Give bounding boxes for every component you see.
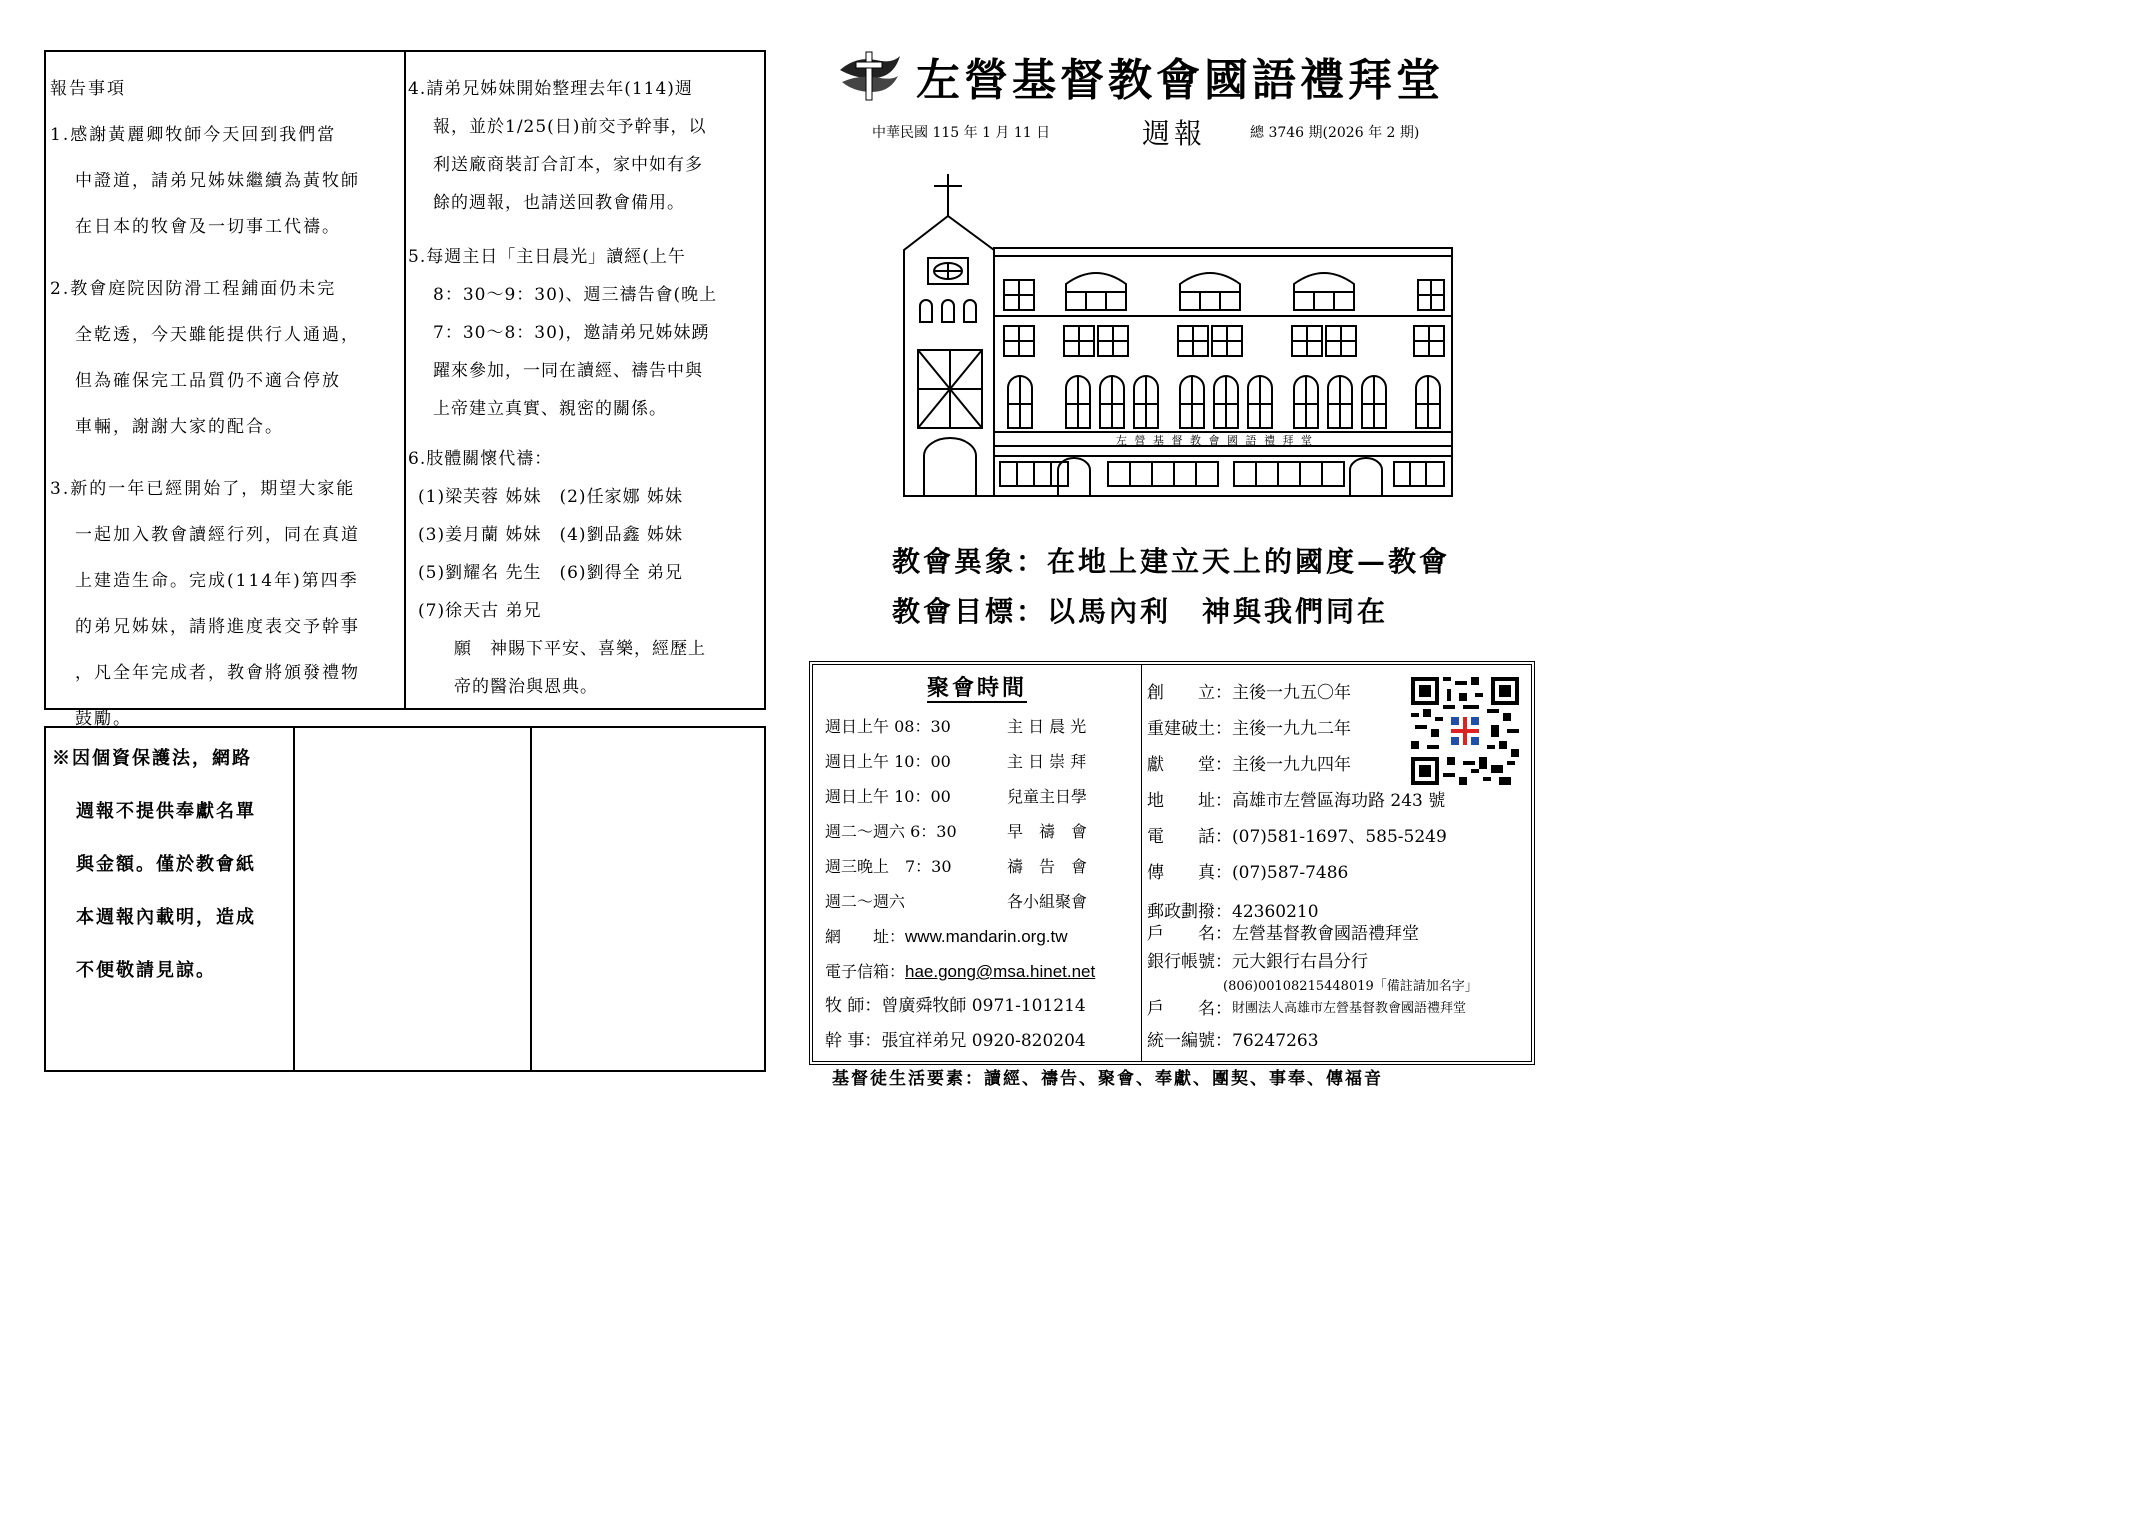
prayer-line: (3)姜月蘭 姊妹 (4)劉品鑫 姊妹 [418,525,683,545]
church-vision: 教會異象：在地上建立天上的國度—教會 [892,545,1451,578]
meeting-heading: 聚會時間 [926,675,1027,701]
announcement-line: 躍來參加，一同在讀經、禱告中與 [433,361,703,381]
announcement-line: 的弟兄姊妹，請將進度表交予幹事 [75,617,360,637]
prayer-line: (5)劉耀名 先生 (6)劉得全 弟兄 [418,563,683,583]
info-row: 獻 堂：主後一九九四年 [1147,755,1351,775]
fax-row: 傳 真：(07)587-7486 [1147,863,1349,883]
announcement-line: 餘的週報，也請送回教會備用。 [433,193,685,213]
meeting-row [825,849,1137,884]
church-logo [836,48,904,104]
announcements-col-2 [408,70,764,706]
announcement-line: 但為確保完工品質仍不適合停放 [75,371,341,391]
meeting-time: 週三晚上 7：30 [825,857,952,876]
meeting-name: 禱 告 會 [1007,857,1088,876]
notice-line: 本週報內載明，造成 [76,907,256,928]
bank-account-number: (806)00108215448019「備註請加名字」 [1223,979,1478,994]
meeting-row [825,884,1137,919]
building-sign: 左 營 基 督 教 會 國 語 禮 拜 堂 [1116,434,1314,447]
church-building-illustration [898,170,1458,500]
announcement-line: 報，並於1/25(日)前交予幹事，以 [433,117,707,137]
announcement-line: 上建造生命。完成(114年)第四季 [75,571,359,591]
postal-row: 郵政劃撥：42360210 [1147,902,1319,922]
column-divider [404,52,406,708]
issue-number: 總 3746 期(2026 年 2 期) [1250,125,1420,141]
church-goal: 教會目標：以馬內利 神與我們同在 [892,595,1389,628]
announcement-line: 3.新的一年已經開始了，期望大家能 [50,479,356,499]
info-box [812,664,1532,1062]
announcement-line: 7：30～8：30)，邀請弟兄姊妹踴 [433,323,710,343]
info-row: 創 立：主後一九五〇年 [1147,683,1351,703]
meeting-row [825,779,1137,814]
address-row: 地 址：高雄市左營區海功路 243 號 [1147,791,1446,811]
postal-name-row: 戶 名：左營基督教會國語禮拜堂 [1147,924,1419,944]
email-link[interactable]: hae.gong@msa.hinet.net [905,962,1096,981]
notice-line: 與金額。僅於教會紙 [76,854,256,875]
announcement-line: 4.請弟兄姊妹開始整理去年(114)週 [408,79,693,99]
announcement-line: 利送廠商裝訂合訂本，家中如有多 [433,155,703,175]
announcement-line: 上帝建立真實、親密的關係。 [433,399,667,419]
info-row: 重建破土：主後一九九二年 [1147,719,1351,739]
bank-name-label: 戶 名： [1147,999,1232,1019]
prayer-line: (1)梁芙蓉 姊妹 (2)任家娜 姊妹 [418,487,683,507]
meeting-time: 週日上午 10：00 [825,787,951,806]
email-row [825,954,1137,989]
column-divider [1141,665,1142,1061]
announcement-line: 鼓勵。 [75,709,132,729]
prayer-line: (7)徐天古 弟兄 [418,601,542,621]
announcement-line: 8：30～9：30)、週三禱告會(晚上 [433,285,718,305]
announcement-line: 車輛，謝謝大家的配合。 [75,417,284,437]
meeting-name: 早 禱 會 [1007,822,1088,841]
meeting-name: 主 日 晨 光 [1007,717,1087,736]
notice-line: 不便敬請見諒。 [76,960,216,981]
meeting-row [825,814,1137,849]
meeting-time: 週二～週六 [825,892,906,911]
announcement-line: ，凡全年完成者，教會將頒發禮物 [75,663,360,683]
column-divider [293,728,295,1070]
announcement-line: 在日本的牧會及一切事工代禱。 [75,217,341,237]
website-link[interactable]: www.mandarin.org.tw [905,927,1068,946]
church-title: 左營基督教會國語禮拜堂 [916,55,1444,106]
meeting-row [825,709,1137,744]
notice-line: ※因個資保護法，網路 [52,748,252,769]
announcements-col-1 [50,70,402,738]
column-divider [530,728,532,1070]
meeting-time: 週二～週六 6：30 [825,822,957,841]
secretary-row: 幹 事：張宜祥弟兄 0920-820204 [825,1031,1086,1051]
meeting-schedule [825,709,1137,1059]
phone-row: 電 話：(07)581-1697、585-5249 [1147,827,1447,847]
bank-row: 銀行帳號：元大銀行右昌分行 [1147,952,1368,972]
privacy-notice [52,732,292,997]
meeting-name: 各小組聚會 [1007,892,1088,911]
email-label: 電子信箱： [825,962,906,981]
bank-name-row [1147,995,1531,1023]
bank-account-name: 財團法人高雄市左營基督教會國語禮拜堂 [1232,1001,1467,1016]
notice-line: 週報不提供奉獻名單 [76,801,256,822]
announcement-line: 中證道，請弟兄姊妹繼續為黃牧師 [75,171,360,191]
bulletin-label: 週報 [1142,117,1207,150]
meeting-row [825,744,1137,779]
tax-id-row: 統一編號：76247263 [1147,1031,1319,1051]
notice-box [44,726,766,1072]
announcements-heading: 報告事項 [50,79,126,99]
meeting-time: 週日上午 10：00 [825,752,951,771]
issue-date: 中華民國 115 年 1 月 11 日 [872,125,1051,141]
announcement-line: 一起加入教會讀經行列，同在真道 [75,525,360,545]
announcement-line: 2.教會庭院因防滑工程鋪面仍未完 [50,279,337,299]
announcement-line: 全乾透，今天雖能提供行人通過， [75,325,360,345]
announcement-line: 1.感謝黃麗卿牧師今天回到我們當 [50,125,337,145]
qr-code[interactable] [1411,677,1519,785]
prayer-line: 願 神賜下平安、喜樂，經歷上 [454,639,706,659]
website-label: 網 址： [825,927,906,946]
announcement-line: 6.肢體關懷代禱： [408,449,553,469]
announcements-box [44,50,766,729]
meeting-name: 兒童主日學 [1007,787,1088,806]
announcement-line: 5.每週主日「主日晨光」讀經(上午 [408,247,686,267]
pastor-row: 牧 師：曾廣舜牧師 0971-101214 [825,996,1086,1016]
meeting-time: 週日上午 08：30 [825,717,951,736]
meeting-name: 主 日 崇 拜 [1007,752,1087,771]
website-row [825,919,1137,954]
footer-motto: 基督徒生活要素：讀經、禱告、聚會、奉獻、團契、事奉、傳福音 [832,1069,1383,1089]
prayer-line: 帝的醫治與恩典。 [454,677,598,697]
